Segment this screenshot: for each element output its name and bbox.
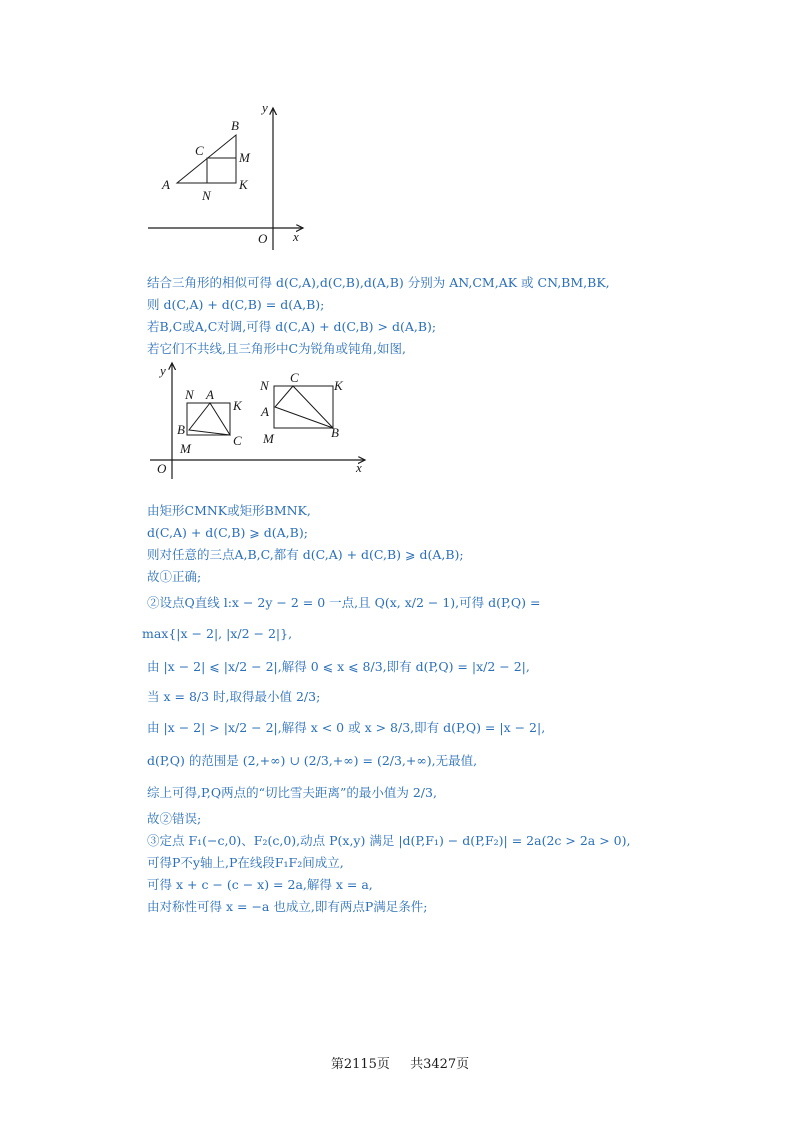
label-k: K (239, 177, 248, 192)
text-line-9: ②设点Q直线 l:x − 2y − 2 = 0 一点,且 Q(x, x/2 − 1),可得 d(P,Q) = (147, 595, 541, 610)
label-y-2: y (160, 363, 166, 378)
text-line-17: ③定点 F₁(−c,0)、F₂(c,0),动点 P(x,y) 满足 |d(P,F₁) − d(P,F₂)| = 2a(2c > 2a > 0), (147, 833, 631, 848)
text-line-12: 当 x = 8/3 时,取得最小值 2/3; (147, 689, 321, 704)
label-a-right: A (261, 404, 269, 419)
text-line-6: d(C,A) + d(C,B) ⩾ d(A,B); (147, 525, 308, 540)
label-x: x (293, 229, 299, 244)
text-line-15: 综上可得,P,Q两点的“切比雪夫距离”的最小值为 2/3, (147, 785, 437, 800)
label-m: M (239, 150, 250, 165)
rectangle-right (274, 386, 333, 428)
label-m-right: M (263, 431, 274, 446)
label-b: B (231, 118, 239, 133)
label-k-right: K (334, 378, 343, 393)
total-pages: 共3427页 (410, 1057, 470, 1072)
triangle-right (275, 386, 333, 428)
text-line-8: 故①正确; (147, 569, 202, 584)
text-line-16: 故②错误; (147, 811, 202, 826)
label-b-left: B (177, 422, 185, 437)
text-line-11: 由 |x − 2| ⩽ |x/2 − 2|,解得 0 ⩽ x ⩽ 8/3,即有 d(P,Q) = |x/2 − 2|, (147, 659, 530, 674)
rectangle-cmnk (207, 158, 236, 183)
figure-1-svg (140, 95, 320, 255)
label-n: N (202, 188, 211, 203)
label-n-left: N (185, 387, 194, 402)
label-b-right: B (331, 425, 339, 440)
figure-2-rectangles-diagram (145, 355, 375, 480)
figure-1-triangle-diagram (140, 95, 320, 255)
text-line-20: 由对称性可得 x = −a 也成立,即有两点P满足条件; (147, 899, 428, 914)
text-line-4: 若它们不共线,且三角形中C为锐角或钝角,如图, (147, 341, 406, 356)
label-n-right: N (260, 378, 269, 393)
text-line-14: d(P,Q) 的范围是 (2,+∞) ∪ (2/3,+∞) = (2/3,+∞),无最值, (147, 753, 478, 768)
label-y: y (262, 100, 268, 115)
label-a-left: A (206, 387, 214, 402)
text-line-2: 则 d(C,A) + d(C,B) = d(A,B); (147, 297, 325, 312)
label-c-right: C (290, 370, 299, 385)
figure-2-svg (145, 355, 375, 480)
text-line-19: 可得 x + c − (c − x) = 2a,解得 x = a, (147, 877, 373, 892)
text-line-18: 可得P不y轴上,P在线段F₁F₂间成立, (147, 855, 344, 870)
label-a: A (162, 177, 170, 192)
label-k-left: K (233, 398, 242, 413)
text-line-1: 结合三角形的相似可得 d(C,A),d(C,B),d(A,B) 分别为 AN,CM,AK 或 CN,BM,BK, (147, 275, 610, 290)
label-c-left: C (233, 433, 242, 448)
page-footer (0, 1053, 800, 1072)
text-line-10: max{|x − 2|, |x/2 − 2|}, (142, 626, 293, 641)
text-line-3: 若B,C或A,C对调,可得 d(C,A) + d(C,B) > d(A,B); (147, 319, 437, 334)
label-x-2: x (356, 460, 362, 475)
text-line-13: 由 |x − 2| > |x/2 − 2|,解得 x < 0 或 x > 8/3,即有 d(P,Q) = |x − 2|, (147, 720, 546, 735)
triangle-left (189, 403, 230, 435)
label-o: O (258, 231, 268, 246)
text-line-7: 则对任意的三点A,B,C,都有 d(C,A) + d(C,B) ⩾ d(A,B); (147, 547, 464, 562)
label-c: C (195, 143, 204, 158)
page-number: 第2115页 (330, 1057, 390, 1072)
label-o-2: O (157, 461, 167, 476)
label-m-left: M (180, 441, 191, 456)
text-line-5: 由矩形CMNK或矩形BMNK, (147, 503, 311, 518)
